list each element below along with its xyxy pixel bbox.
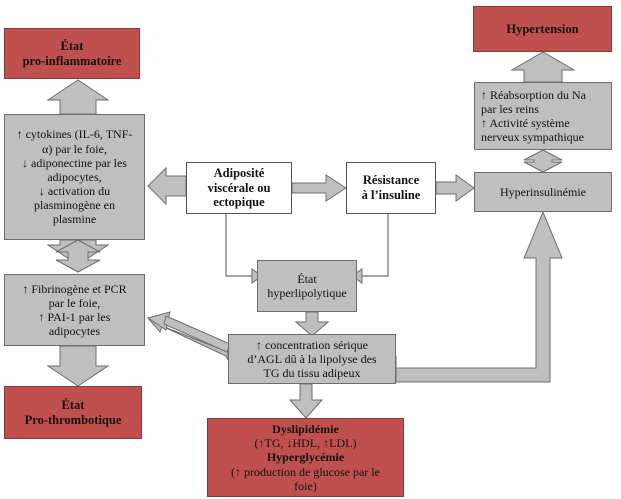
adiposite-box [186,162,292,214]
cytokines-line3: ↓ adiponectine par les [22,155,127,170]
fibrinogene-line2: par le foie, [48,295,101,310]
reabsorption-line1: ↑ Réabsorption du Na [481,87,586,102]
resistance-line1: Résistance [362,173,420,188]
hyperglycemie-title: Hyperglycémie [266,450,345,465]
arrow-adiposite-resistance [292,175,346,201]
arrow-agl-dyslipidemie [290,384,322,418]
etat-pro-thrombotique-line2: Pro-thrombotique [24,412,122,427]
arrow-down-pro-thrombotique [48,346,108,386]
reabsorption-line2: par les reins [481,101,539,116]
hypertension-label: Hypertension [506,21,579,36]
arrow-up-pro-inflammatoire [48,80,108,114]
etat-pro-inflammatoire-box [4,28,140,79]
arrow-adiposite-cytokines [148,168,186,204]
reabsorption-box [474,82,612,150]
arrow-resistance-hyper [436,175,474,201]
fibrinogene-line3: ↑ PAI-1 par les [38,310,111,324]
cytokines-line1: ↑ cytokines (IL-6, TNF- [16,127,133,142]
hyperinsulinemie-label: Hyperinsulinémie [500,184,586,199]
fibrinogene-box [4,274,145,346]
cytokines-line2: α) par le foie, [42,141,107,156]
resistance-box [346,162,436,214]
hyperlipolytique-line2: hyperlipolytique [267,286,347,300]
cytokines-line5: ↓ activation du [38,184,111,199]
etat-pro-inflammatoire-line2: pro-inflammatoire [22,53,122,68]
dyslipidemie-box [207,418,404,497]
etat-pro-thrombotique-box [4,386,142,439]
etat-pro-thrombotique-line1: État [61,397,85,412]
cytokines-line4: adipocytes, [47,169,102,184]
arrow-up-hypertension [512,52,574,82]
hyperlipolytique-line1: État [297,271,317,286]
connector-resistance-hyperlipo [362,214,388,276]
arrow-shaft-agl-fibrinogene [164,316,230,352]
agl-box [228,334,396,384]
resistance-line2: à l’insuline [361,188,421,202]
agl-line1: ↑ concentration sérique [256,337,368,352]
hyperinsulinemie-box [474,172,612,212]
hyperlipolytique-box [257,260,357,312]
dyslipidemie-title: Dyslipidémie [272,422,339,437]
connector-adiposite-hyperlipo [226,214,252,276]
fibrinogene-line4: adipocytes [48,324,101,339]
cytokines-line7: plasmine [52,212,97,227]
hyperglycemie-detail-line2: foie) [294,478,317,493]
adiposite-line2: viscérale ou [207,180,271,195]
etat-pro-inflammatoire-line1: État [60,38,84,53]
cytokines-line6: plasminogène en [34,198,115,213]
hypertension-box [473,6,612,52]
fibrinogene-line1: ↑ Fibrinogène et PCR [22,281,127,296]
arrow-agl-hyperinsulinemie [396,212,562,382]
agl-line3: TG du tissu adipeux [263,366,361,381]
arrow-double-reab-hyper [524,150,562,172]
hyperglycemie-detail-line1: (↑ production de glucose par le [231,464,380,479]
reabsorption-line3: ↑ Activité système [481,116,570,130]
cytokines-box [4,114,145,240]
agl-line2: d’AGL dû à la lipolyse des [247,351,377,366]
dyslipidemie-detail: (↑TG, ↓HDL, ↑LDL) [254,436,357,451]
reabsorption-line4: nerveux sympathique [481,130,584,145]
arrow-hyperlipo-agl [296,312,328,336]
adiposite-line1: Adiposité [213,165,265,180]
adiposite-line3: ectopique [213,195,265,210]
